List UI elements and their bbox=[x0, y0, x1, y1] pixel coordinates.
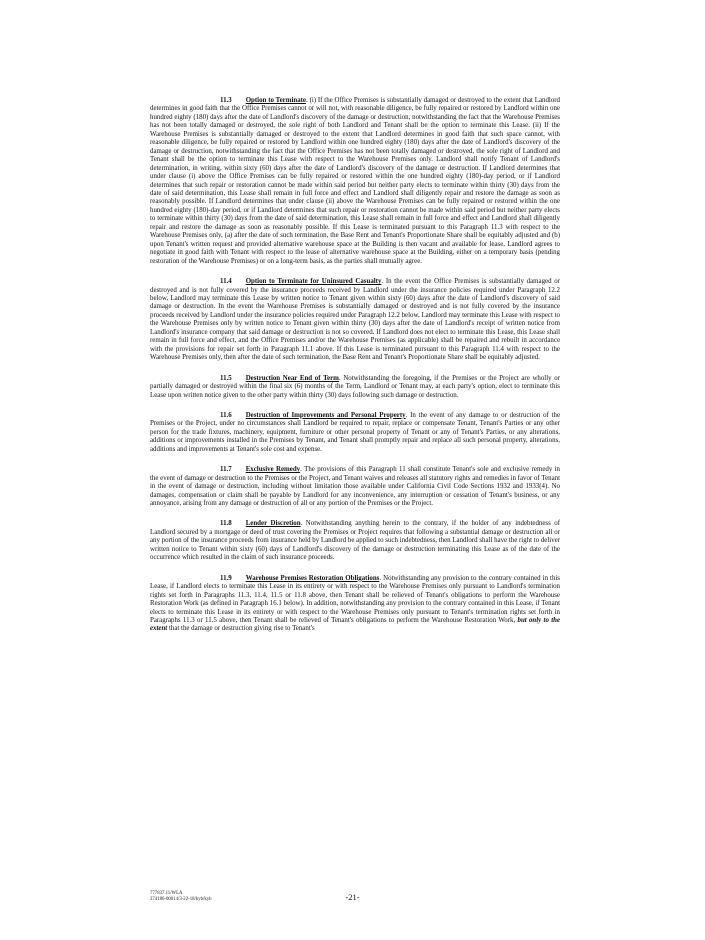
section-text-tail: that the damage or destruction giving rise to Tenant's bbox=[168, 625, 315, 633]
section-title: Destruction of Improvements and Personal Property bbox=[245, 411, 406, 419]
section-number: 11.8 bbox=[220, 520, 232, 528]
section-title: Lender Discretion bbox=[245, 520, 301, 528]
section-11-5: 11.5 Destruction Near End of Term. Notwithstanding the foregoing, if the Premises or the Project are wholly or partially damaged or destroyed within the final six (6) months of the Term, Landlord or Tenant may, at each party's option, elect to terminate this Lease upon written notice given to the other party within thirty (30) days following such damage or destruction. bbox=[150, 374, 560, 399]
section-number: 11.6 bbox=[220, 411, 232, 419]
section-text: Notwithstanding the foregoing, if the Premises or the Project are wholly or partially damaged or destroyed within the final six (6) months of the Term, Landlord or Tenant may, at each party's option, elect to terminate this Lease upon written notice given to the other party within thirty (30) days following such damage or destruction. bbox=[150, 374, 560, 399]
section-11-6: 11.6 Destruction of Improvements and Personal Property. In the event of any damage to or destruction of the Premises or the Project, under no circumstances shall Landlord be required to repair, replace or compensate Tenant, Tenant's Parties or any other person for the trade fixtures, machinery, equipment, furniture or other personal property of Tenant or any of Tenant's Parties, or any alterations, additions or improvements installed in the Premises by Tenant, and Tenant shall promptly repair and replace all such personal property, alterations, additions and improvements at Tenant's sole cost and expense. bbox=[150, 411, 561, 453]
section-number: 11.7 bbox=[220, 466, 232, 474]
section-emphasis: but only to the extent bbox=[150, 617, 560, 633]
section-title: Option to Terminate bbox=[245, 97, 306, 104]
section-number: 11.5 bbox=[220, 374, 232, 382]
page-number: -21- bbox=[345, 892, 360, 902]
section-number: 11.4 bbox=[220, 278, 232, 286]
section-title: Exclusive Remedy bbox=[245, 466, 301, 474]
section-11-7: 11.7 Exclusive Remedy. The provisions of this Paragraph 11 shall constitute Tenant's sole and exclusive remedy in the event of damage or destruction to the Premises or the Project, and Tenant waives and releases all statutory rights and remedies in favor of Tenant in the event of damage or destruction, including without limitation those available under California Civil Code Sections 1932 and 1933(4). No damages, compensation or claim shall be payable by Landlord for any inconvenience, any interruption or cessation of Tenant's business, or any annoyance, arising from any damage or destruction of all or any portion of the Premises or the Project. bbox=[150, 466, 561, 508]
section-number: 11.3 bbox=[220, 97, 232, 104]
section-11-9: 11.9 Warehouse Premises Restoration Obligations. Notwithstanding any provision to the contrary contained in this Lease, if Landlord elects to terminate this Lease in its entirety or with respect to the Warehouse Premises only pursuant to Landlord's termination rights set forth in Paragraphs 11.3, 11.4, 11.5 or 11.8 above, then Tenant shall be relieved of Tenant's obligations to perform the Warehouse Restoration Work (as defined in Paragraph 16.1 below). In addition, notwithstanding any provision to the contrary contained in this Lease, if Tenant elects to terminate this Lease in its entirety or with respect to the Warehouse Premises only pursuant to Tenant's termination rights set forth in Paragraphs 11.3 or 11.5 above, then Tenant shall be relieved of Tenant's obligations to perform the Warehouse Restoration Work, but only to the extent that the damage or destruction giving rise to Tenant's bbox=[150, 574, 560, 633]
document-body bbox=[150, 97, 560, 646]
section-title: Option to Terminate for Uninsured Casualty bbox=[245, 278, 382, 286]
section-text: Notwithstanding anything herein to the contrary, if the holder of any indebtedness of Landlord secured by a mortgage or deed of trust covering the Premises or Project requires that following a substantial damage or destruction all or any portion of the insurance proceeds from insurance held by Landlord be applied to such indebtedness, then Landlord shall have the right to deliver written notice to Tenant within sixty (60) days of Landlord's discovery of the damage or destruction terminating this Lease as of the date of the occurrence which resulted in the claim of such insurance proceeds. bbox=[150, 520, 560, 562]
section-text: The provisions of this Paragraph 11 shall constitute Tenant's sole and exclusive remedy in the event of damage or destruction to the Premises or the Project, and Tenant waives and releases all statutory rights and remedies in favor of Tenant in the event of damage or destruction, including without limitation those available under California Civil Code Sections 1932 and 1933(4). No damages, compensation or claim shall be payable by Landlord for any inconvenience, any interruption or cessation of Tenant's business, or any annoyance, arising from any damage or destruction of all or any portion of the Premises or the Project. bbox=[150, 466, 561, 508]
section-11-3: 11.3 Option to Terminate. (i) If the Office Premises is substantially damaged or destroyed to the extent that Landlord determines in good faith that the Office Premises cannot or will not, with reasonable diligence, be fully repaired or restored by Landlord within one hundred eighty (180) days after the date of Landlord's discovery of the damage or destruction, notwithstanding the fact that the Warehouse Premises has not been totally damaged or destroyed, the sole right of both Landlord and Tenant shall be the option to terminate this Lease. (ii) If the Warehouse Premises is substantially damaged or destroyed to the extent that Landlord determines in good faith that such space cannot, with reasonable diligence, be fully repaired or restored by Landlord within one hundred eighty (180) days after the date of Landlord's discovery of the damage or destruction, notwithstanding the fact that the Office Premises has not been totally damaged or destroyed, the sole right of Landlord and Tenant shall be the option to terminate this Lease with respect to the Warehouse Premises only. Landlord shall notify Tenant of Landlord's determination, in writing, within sixty (60) days after the date of Landlord's discovery of the damage or destruction. If Landlord determines that under clause (i) above the Office Premises can be fully repaired or restored within the one hundred eighty (180)-day period, or if Landlord determines that such repair or restoration cannot be made within said period but neither party elects to terminate within thirty (30) days from the date of said determination, this Lease shall remain in full force and effect and Landlord shall diligently repair and restore the damage as soon as reasonably possible. If Landlord determines that under clause (ii) above the Warehouse Premises can be fully repaired or restored within the one hundred eighty (180)-day period, or if Landlord determines that such repair or restoration cannot be made within said period but neither party elects to terminate within thirty (30) days from the date of said determination, this Lease shall remain in full force and effect and Landlord shall diligently repair and restore the damage as soon as reasonably possible. If this Lease is terminated pursuant to this Paragraph 11.3 with respect to the Warehouse Premises only, (a) after the date of such termination, the Base Rent and Tenant's Proportionate Share shall be equitably adjusted and (b) upon Tenant's written request and provided alternative warehouse space at the Building is then vacant and available for lease, Landlord agrees to negotiate in good faith with Tenant with respect to the lease of alternative warehouse space at the Building, either on a temporary basis (pending restoration of the Warehouse Premises) or on a long-term basis, as the parties shall mutually agree. bbox=[150, 97, 561, 265]
document-id-line-1: 777837.11/WLA bbox=[150, 891, 183, 896]
section-text: Notwithstanding any provision to the contrary contained in this Lease, if Landlord elects to terminate this Lease in its entirety or with respect to the Warehouse Premises only pursuant to Landlord's termination rights set forth in Paragraphs 11.3, 11.4, 11.5 or 11.8 above, then Tenant shall be relieved of Tenant's obligations to perform the Warehouse Restoration Work (as defined in Paragraph 16.1 below). In addition, notwithstanding any provision to the contrary contained in this Lease, if Tenant elects to terminate this Lease in its entirety or with respect to the Warehouse Premises only pursuant to Tenant's termination rights set forth in Paragraphs 11.3 or 11.5 above, then Tenant shall be relieved of Tenant's obligations to perform the Warehouse Restoration Work, bbox=[150, 574, 560, 625]
section-number: 11.9 bbox=[220, 574, 232, 582]
section-title: Destruction Near End of Term bbox=[245, 374, 339, 382]
section-11-8: 11.8 Lender Discretion. Notwithstanding anything herein to the contrary, if the holder of any indebtedness of Landlord secured by a mortgage or deed of trust covering the Premises or Project requires that following a substantial damage or destruction all or any portion of the insurance proceeds from insurance held by Landlord be applied to such indebtedness, then Landlord shall have the right to deliver written notice to Tenant within sixty (60) days of Landlord's discovery of the damage or destruction terminating this Lease as of the date of the occurrence which resulted in the claim of such insurance proceeds. bbox=[150, 520, 560, 562]
section-title: Warehouse Premises Restoration Obligations bbox=[245, 574, 380, 582]
section-text: In the event of any damage to or destruction of the Premises or the Project, under no circumstances shall Landlord be required to repair, replace or compensate Tenant, Tenant's Parties or any other person for the trade fixtures, machinery, equipment, furniture or other personal property of Tenant or any of Tenant's Parties, or any alterations, additions or improvements installed in the Premises by Tenant, and Tenant shall promptly repair and replace all such personal property, alterations, additions and improvements at Tenant's sole cost and expense. bbox=[150, 411, 561, 453]
section-text: In the event the Office Premises is substantially damaged or destroyed and is not fully covered by the insurance proceeds received by Landlord under the insurance policies required under Paragraph 12.2 below, Landlord may terminate this Lease by written notice to Tenant given within sixty (60) days after the date of Landlord's discovery of said damage or destruction. In the event the Warehouse Premises is substantially damaged or destroyed and is not fully covered by the insurance proceeds received by Landlord under the insurance policies required under Paragraph 12.2 below, Landlord may terminate this Lease with respect to the Warehouse Premises only by written notice to Tenant given within thirty (30) days after the date of Landlord's receipt of written notice from Landlord's insurance company that said damage or destruction is not so covered. If Landlord does not elect to terminate this Lease, this Lease shall remain in full force and effect, and the Office Premises and/or the Warehouse Premises (as applicable) shall be repaired and rebuilt in accordance with the provisions for repair set forth in Paragraph 11.1 above. If this Lease is terminated pursuant to this Paragraph 11.4 with respect to the Warehouse Premises only, then after the date of such termination, the Base Rent and Tenant's Proportionate Share shall be equitably adjusted. bbox=[150, 278, 560, 362]
section-text: (i) If the Office Premises is substantially damaged or destroyed to the extent that Landlord determines in good faith that the Office Premises cannot or will not, with reasonable diligence, be fully repaired or restored by Landlord within one hundred eighty (180) days after the date of Landlord's discovery of the damage or destruction, notwithstanding the fact that the Warehouse Premises has not been totally damaged or destroyed, the sole right of both Landlord and Tenant shall be the option to terminate this Lease. (ii) If the Warehouse Premises is substantially damaged or destroyed to the extent that Landlord determines in good faith that such space cannot, with reasonable diligence, be fully repaired or restored by Landlord within one hundred eighty (180) days after the date of Landlord's discovery of the damage or destruction, notwithstanding the fact that the Office Premises has not been totally damaged or destroyed, the sole right of Landlord and Tenant shall be the option to terminate this Lease with respect to the Warehouse Premises only. Landlord shall notify Tenant of Landlord's determination, in writing, within sixty (60) days after the date of Landlord's discovery of the damage or destruction. If Landlord determines that under clause (i) above the Office Premises can be fully repaired or restored within the one hundred eighty (180)-day period, or if Landlord determines that such repair or restoration cannot be made within said period but neither party elects to terminate within thirty (30) days from the date of said determination, this Lease shall remain in full force and effect and Landlord shall diligently repair and restore the damage as soon as reasonably possible. If Landlord determines that under clause (ii) above the Warehouse Premises can be fully repaired or restored within the one hundred eighty (180)-day period, or if Landlord determines that such repair or restoration cannot be made within said period but neither party elects to terminate within thirty (30) days from the date of said determination, this Lease shall remain in full force and effect and Landlord shall diligently repair and restore the damage as soon as reasonably possible. If this Lease is terminated pursuant to this Paragraph 11.3 with respect to the Warehouse Premises only, (a) after the date of such termination, the Base Rent and Tenant's Proportionate Share shall be equitably adjusted and (b) upon Tenant's written request and provided alternative warehouse space at the Building is then vacant and available for lease, Landlord agrees to negotiate in good faith with Tenant with respect to the lease of alternative warehouse space at the Building, either on a temporary basis (pending restoration of the Warehouse Premises) or on a long-term basis, as the parties shall mutually agree. bbox=[150, 97, 561, 265]
section-11-4: 11.4 Option to Terminate for Uninsured Casualty. In the event the Office Premises is substantially damaged or destroyed and is not fully covered by the insurance proceeds received by Landlord under the insurance policies required under Paragraph 12.2 below, Landlord may terminate this Lease by written notice to Tenant given within sixty (60) days after the date of Landlord's discovery of said damage or destruction. In the event the Warehouse Premises is substantially damaged or destroyed and is not fully covered by the insurance proceeds received by Landlord under the insurance policies required under Paragraph 12.2 below, Landlord may terminate this Lease with respect to the Warehouse Premises only by written notice to Tenant given within thirty (30) days after the date of Landlord's receipt of written notice from Landlord's insurance company that said damage or destruction is not so covered. If Landlord does not elect to terminate this Lease, this Lease shall remain in full force and effect, and the Office Premises and/or the Warehouse Premises (as applicable) shall be repaired and rebuilt in accordance with the provisions for repair set forth in Paragraph 11.1 above. If this Lease is terminated pursuant to this Paragraph 11.4 with respect to the Warehouse Premises only, then after the date of such termination, the Base Rent and Tenant's Proportionate Share shall be equitably adjusted. bbox=[150, 278, 560, 362]
document-id-line-2: 374186-00014/3-22-18/kyb/kyb bbox=[150, 897, 212, 902]
